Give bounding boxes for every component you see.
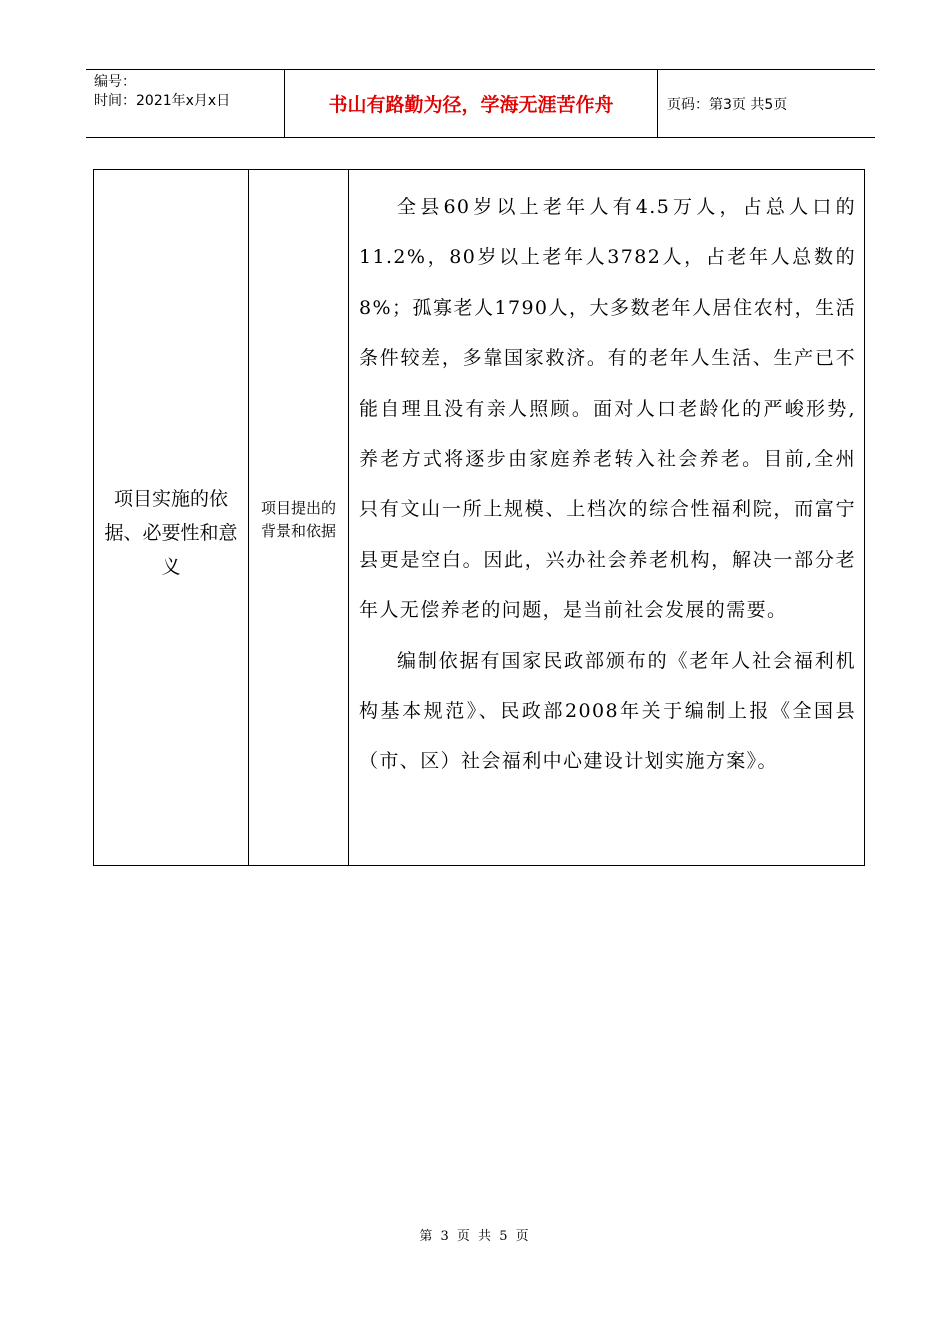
content-paragraph: 编制依据有国家民政部颁布的《老年人社会福利机构基本规范》、民政部2008年关于编制上报《全国县（市、区）社会福利中心建设计划实施方案》。 (359, 649, 856, 773)
subcategory-cell (249, 170, 349, 865)
page-footer: 第 3 页 共 5 页 (419, 1229, 531, 1244)
content-paragraph: 全县60岁以上老年人有4.5万人，占总人口的11.2%，80岁以上老年人3782人，占老年人总数的8%；孤寡老人1790人，大多数老年人居住农村，生活条件较差，多靠国家救济。有的老年人生活、生产已不能自理且没有亲人照顾。面对人口老龄化的严峻形势,养老方式将逐步由家庭养老转入社会养老。目前,全州只有文山一所上规模、上档次的综合性福利院，而富宁县更是空白。因此，兴办社会养老机构，解决一部分老年人无偿养老的问题，是当前社会发展的需要。 (359, 196, 856, 622)
header-meta (86, 70, 284, 137)
header-motto: 书山有路勤为径，学海无涯苦作舟 (284, 70, 658, 137)
page-header (86, 69, 875, 138)
header-page-code: 页码：第3页 共5页 (667, 96, 788, 113)
content-table (93, 169, 865, 866)
category-cell (94, 170, 249, 865)
subcategory-label: 项目提出的背景和依据 (260, 499, 336, 540)
content-cell (349, 170, 864, 865)
document-number-label: 编号： (94, 74, 136, 90)
document-time-label: 时间：2021年x月x日 (94, 93, 231, 109)
category-label: 项目实施的依据、必要性和意义 (104, 487, 238, 578)
